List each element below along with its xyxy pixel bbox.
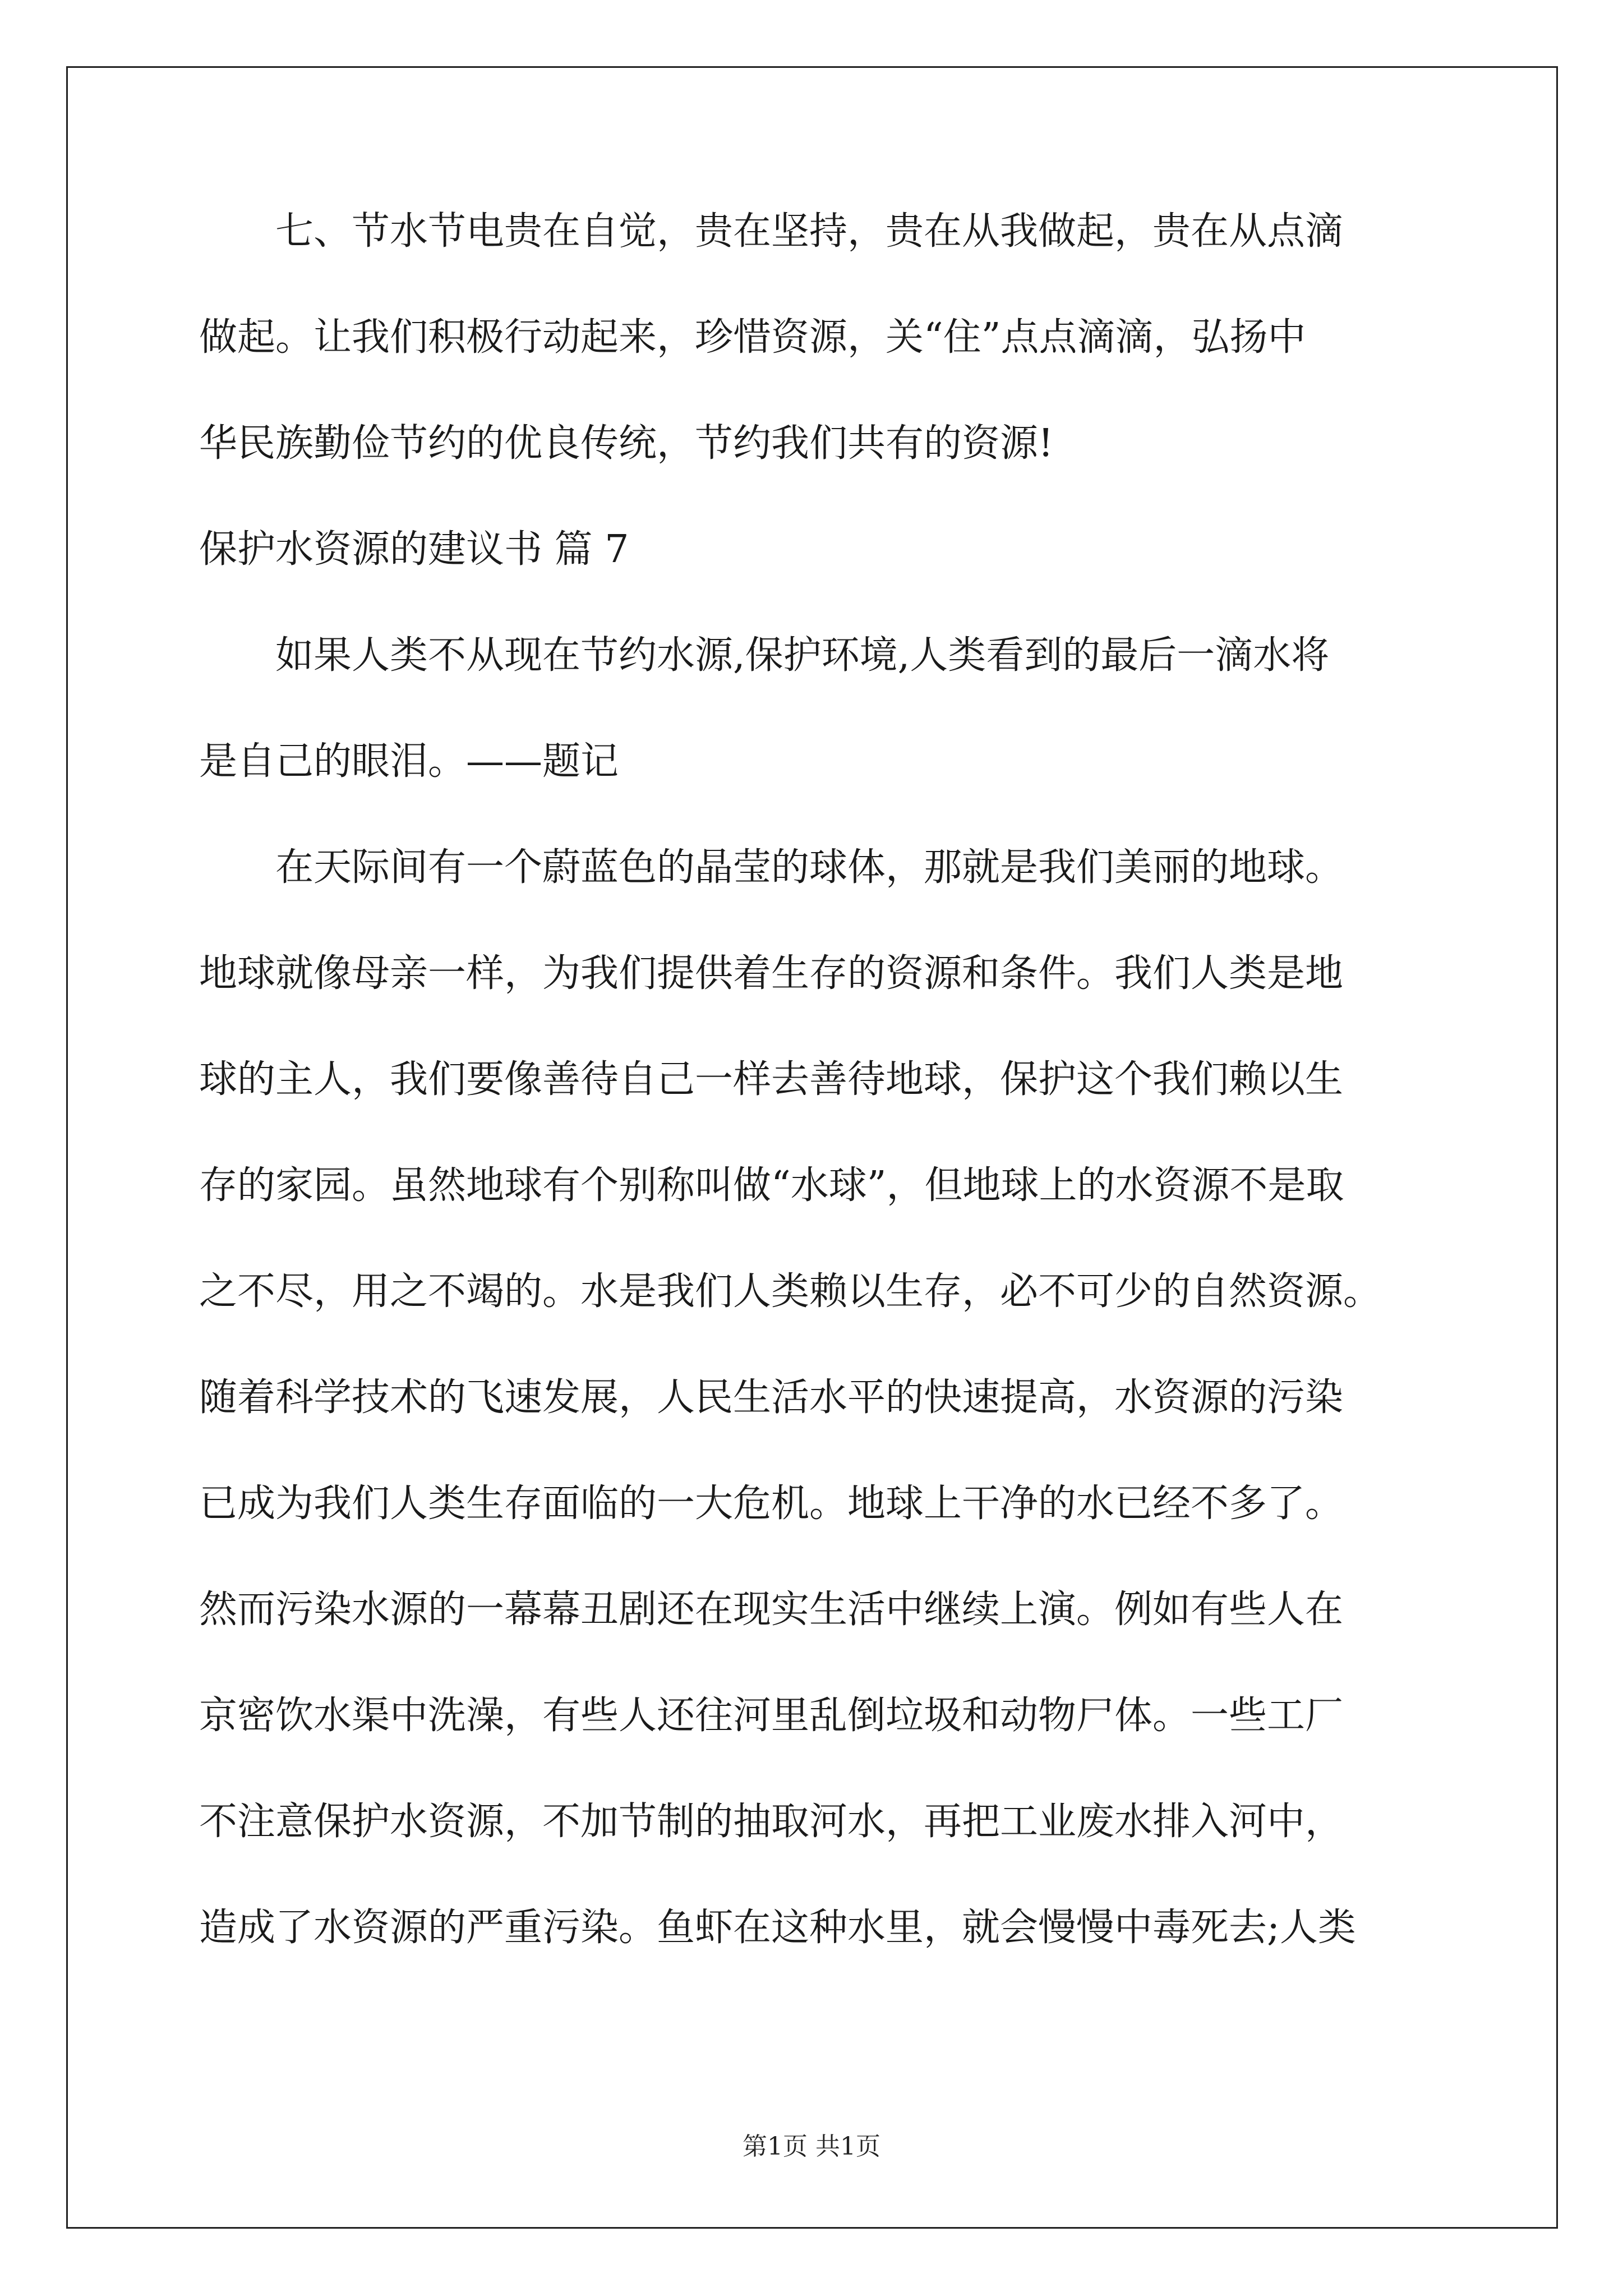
text-line: 已成为我们人类生存面临的一大危机。地球上干净的水已经不多了。 bbox=[199, 1481, 1344, 1526]
text-line: 然而污染水源的一幕幕丑剧还在现实生活中继续上演。例如有些人在 bbox=[199, 1588, 1344, 1632]
page-footer: 第1页 共1页 bbox=[743, 2132, 880, 2161]
text-line: 是自己的眼泪。——题记 bbox=[199, 739, 619, 784]
text-line: 球的主人，我们要像善待自己一样去善待地球，保护这个我们赖以生 bbox=[199, 1057, 1344, 1102]
text-line: 随着科学技术的飞速发展，人民生活水平的快速提高，水资源的污染 bbox=[199, 1375, 1344, 1420]
text-line: 七、节水节电贵在自觉，贵在坚持，贵在从我做起，贵在从点滴 bbox=[275, 209, 1344, 254]
text-line: 华民族勤俭节约的优良传统，节约我们共有的资源! bbox=[199, 421, 1054, 466]
text-line: 之不尽，用之不竭的。水是我们人类赖以生存，必不可少的自然资源。 bbox=[199, 1269, 1382, 1314]
paragraph-conclusion bbox=[199, 205, 1427, 471]
text-line: 造成了水资源的严重污染。鱼虾在这种水里，就会慢慢中毒死去;人类 bbox=[199, 1906, 1356, 1950]
text-line: 地球就像母亲一样，为我们提供着生存的资源和条件。我们人类是地 bbox=[199, 951, 1344, 996]
text-line: 京密饮水渠中洗澡，有些人还往河里乱倒垃圾和动物尸体。一些工厂 bbox=[199, 1694, 1344, 1738]
text-line: 存的家园。虽然地球有个别称叫做“水球”，但地球上的水资源不是取 bbox=[199, 1163, 1344, 1208]
text-line: 做起。让我们积极行动起来，珍惜资源，关“住”点点滴滴，弘扬中 bbox=[199, 315, 1306, 360]
paragraph-earth bbox=[199, 841, 1427, 1955]
document-body bbox=[199, 205, 1427, 2007]
text-line: 如果人类不从现在节约水源,保护环境,人类看到的最后一滴水将 bbox=[275, 633, 1330, 678]
paragraph-epigraph bbox=[199, 629, 1427, 789]
section-heading: 保护水资源的建议书 篇 7 bbox=[199, 527, 629, 572]
text-line: 在天际间有一个蔚蓝色的晶莹的球体，那就是我们美丽的地球。 bbox=[275, 845, 1344, 890]
text-line: 不注意保护水资源，不加节制的抽取河水，再把工业废水排入河中， bbox=[199, 1800, 1344, 1844]
